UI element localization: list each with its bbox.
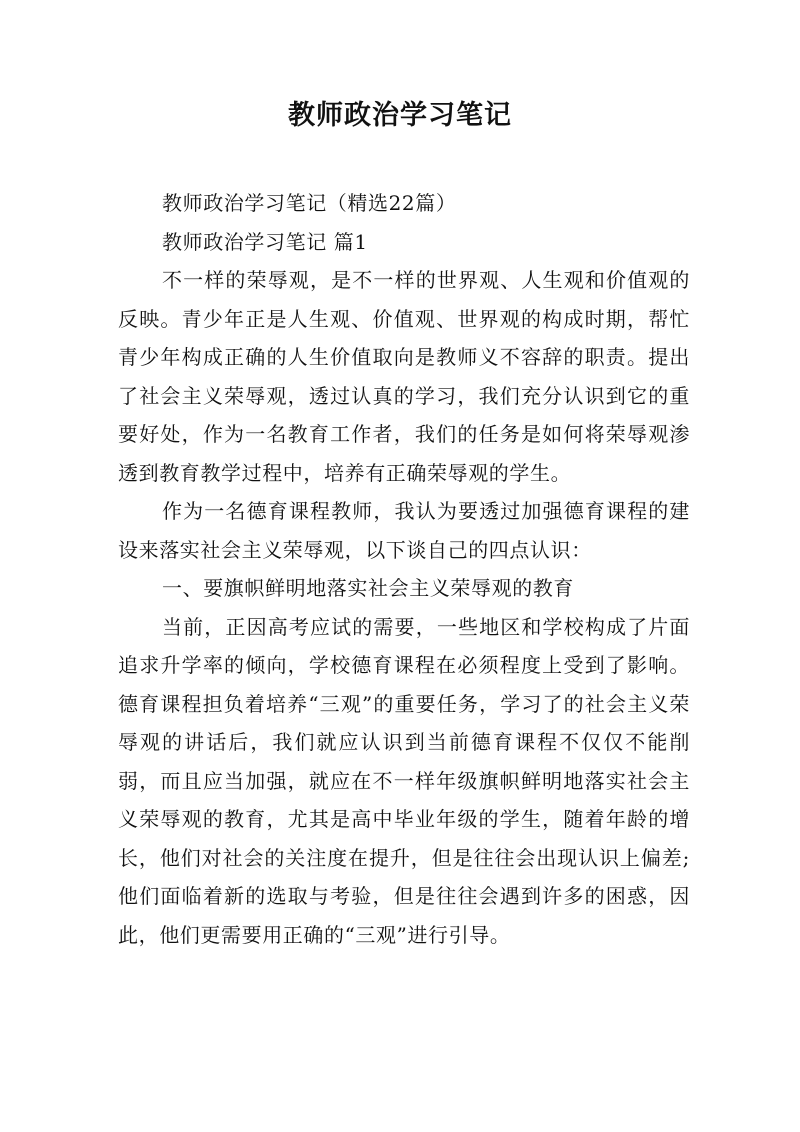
section-heading: 教师政治学习笔记 篇1 <box>162 229 368 254</box>
body-paragraph: 不一样的荣辱观，是不一样的世界观、人生观和价值观的反映。青少年正是人生观、价值观、世界观的构成时期，帮忙青少年构成正确的人生价值取向是教师义不容辞的职责。提出了社会主义荣辱观，透过认真的学习，我们充分认识到它的重要好处，作为一名教育工作者，我们的任务是如何将荣辱观渗透到教育教学过程中，培养有正确荣辱观的学生。 <box>118 268 690 485</box>
body-paragraph: 当前，正因高考应试的需要，一些地区和学校构成了片面追求升学率的倾向，学校德育课程在必须程度上受到了影响。德育课程担负着培养“三观”的重要任务，学习了的社会主义荣辱观的讲话后，我们就应认识到当前德育课程不仅仅不能削弱，而且应当加强，就应在不一样年级旗帜鲜明地落实社会主义荣辱观的教育，尤其是高中毕业年级的学生，随着年龄的增长，他们对社会的关注度在提升，但是往往会出现认识上偏差;他们面临着新的选取与考验，但是往往会遇到许多的困惑，因此，他们更需要用正确的“三观”进行引导。 <box>118 614 690 947</box>
document-title: 教师政治学习笔记 <box>288 100 512 131</box>
subtitle-paragraph: 教师政治学习笔记（精选22篇） <box>162 191 457 215</box>
body-paragraph: 作为一名德育课程教师，我认为要透过加强德育课程的建设来落实社会主义荣辱观，以下谈自己的四点认识： <box>118 499 690 562</box>
point-heading: 一、要旗帜鲜明地落实社会主义荣辱观的教育 <box>162 576 574 600</box>
document-body <box>118 184 690 954</box>
